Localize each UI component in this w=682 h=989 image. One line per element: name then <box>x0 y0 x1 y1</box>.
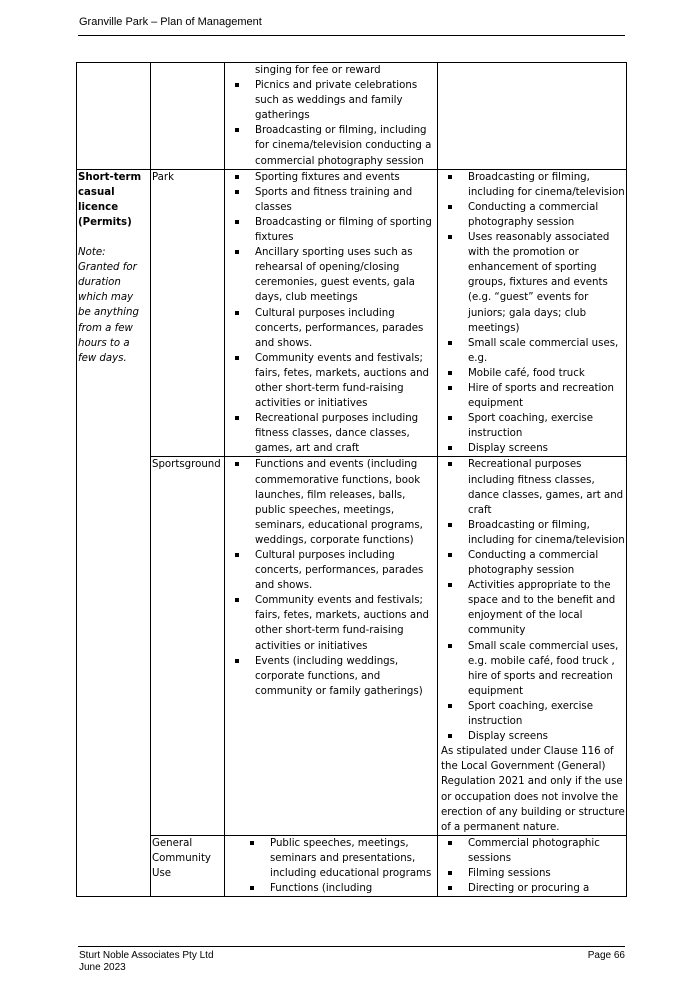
list-item: Conducting a commercial photography session <box>439 548 625 578</box>
list-item: Events (including weddings, corporate functions, and community or family gatherings) <box>226 654 436 699</box>
list-item: Sporting fixtures and events <box>226 170 436 185</box>
list-item: Functions (including <box>226 881 436 896</box>
table-row-park <box>77 169 627 457</box>
list-item: Sports and fitness training and classes <box>226 185 436 215</box>
list-item: Community events and festivals; fairs, fetes, markets, auctions and other short-term fund-raising activities or initiatives <box>226 351 436 411</box>
category-cell-park: Park <box>151 169 225 457</box>
park-uses-list <box>439 170 625 457</box>
page-header-title: Granville Park – Plan of Management <box>79 16 262 28</box>
uses-cell-empty <box>438 63 627 170</box>
list-item: Public speeches, meetings, seminars and presentations, including educational programs <box>226 836 436 881</box>
list-item: Commercial photographic sessions <box>439 836 625 866</box>
list-item-continued: singing for fee or reward <box>255 65 381 76</box>
list-item: Mobile café, food truck <box>439 366 625 381</box>
table-row-continued <box>77 63 627 170</box>
purposes-cell-park <box>225 169 438 457</box>
list-item: Uses reasonably associated with the promotion or enhancement of sporting groups, fixtures and events (e.g. “guest” events for juniors; gala days; club meetings) <box>439 230 625 336</box>
list-item: Sport coaching, exercise instruction <box>439 411 625 441</box>
clause-note: As stipulated under Clause 116 of the Local Government (General) Regulation 2021 and only if the use or occupation does not involve the erection of any building or structure of a permanent nature. <box>441 746 625 833</box>
type-cell-empty <box>77 63 151 170</box>
list-item: Cultural purposes including concerts, performances, parades and shows. <box>226 306 436 351</box>
type-note: Note: Granted for duration which may be anything from a few hours to a few days. <box>78 247 139 364</box>
list-item: Conducting a commercial photography session <box>439 200 625 230</box>
category-cell-sportsground: Sportsground <box>151 457 225 835</box>
table-row-sportsground <box>77 457 627 835</box>
uses-cell-sportsground <box>438 457 627 835</box>
list-item: Community events and festivals; fairs, fetes, markets, auctions and other short-term fund-raising activities or initiatives <box>226 593 436 653</box>
list-item: Small scale commercial uses, e.g. <box>439 336 625 366</box>
list-item: Broadcasting or filming, including for cinema/television <box>439 518 625 548</box>
purposes-cell <box>225 63 438 170</box>
gcu-uses-list <box>439 836 625 896</box>
footer-left <box>79 950 214 974</box>
list-item: Hire of sports and recreation equipment <box>439 381 625 411</box>
purposes-list <box>226 63 436 169</box>
type-title: Short-term casual licence (Permits) <box>78 171 142 228</box>
footer-rule <box>78 946 625 947</box>
category-cell-empty <box>151 63 225 170</box>
uses-cell-general-community-use <box>438 835 627 896</box>
category-cell-general-community-use: General Community Use <box>151 835 225 896</box>
list-item: Broadcasting or filming of sporting fixtures <box>226 215 436 245</box>
purposes-cell-general-community-use <box>225 835 438 896</box>
footer-date: June 2023 <box>79 962 126 973</box>
list-item: Activities appropriate to the space and to the benefit and enjoyment of the local community <box>439 578 625 638</box>
list-item: Functions and events (including commemorative functions, book launches, film releases, balls, public speeches, meetings, seminars, educational programs, weddings, corporate functions) <box>226 457 436 548</box>
list-item: Cultural purposes including concerts, performances, parades and shows. <box>226 548 436 593</box>
footer-company: Sturt Noble Associates Pty Ltd <box>79 950 214 961</box>
gcu-purposes-list <box>226 836 436 896</box>
uses-cell-park <box>438 169 627 457</box>
sportsground-uses-list <box>439 457 625 744</box>
list-item: Sport coaching, exercise instruction <box>439 699 625 729</box>
list-item: Ancillary sporting uses such as rehearsal of opening/closing ceremonies, guest events, gala days, club meetings <box>226 245 436 305</box>
type-cell-short-term <box>77 169 151 897</box>
list-item: Recreational purposes including fitness classes, dance classes, games, art and craft <box>439 457 625 517</box>
list-item: Display screens <box>439 441 625 456</box>
list-item: Small scale commercial uses, e.g. mobile café, food truck , hire of sports and recreation equipment <box>439 639 625 699</box>
list-item: Broadcasting or filming, including for cinema/television conducting a commercial photography session <box>226 123 436 168</box>
list-item: Broadcasting or filming, including for cinema/television <box>439 170 625 200</box>
list-item: Recreational purposes including fitness classes, dance classes, games, art and craft <box>226 411 436 456</box>
list-item: Filming sessions <box>439 866 625 881</box>
list-item: Picnics and private celebrations such as weddings and family gatherings <box>226 78 436 123</box>
table-row-general-community-use <box>77 835 627 896</box>
list-item: Display screens <box>439 729 625 744</box>
management-table <box>76 62 627 897</box>
header-rule <box>78 35 625 36</box>
footer-page-number: Page 66 <box>587 950 625 961</box>
purposes-cell-sportsground <box>225 457 438 835</box>
sportsground-purposes-list <box>226 457 436 699</box>
list-item: Directing or procuring a <box>439 881 625 896</box>
park-purposes-list <box>226 170 436 457</box>
